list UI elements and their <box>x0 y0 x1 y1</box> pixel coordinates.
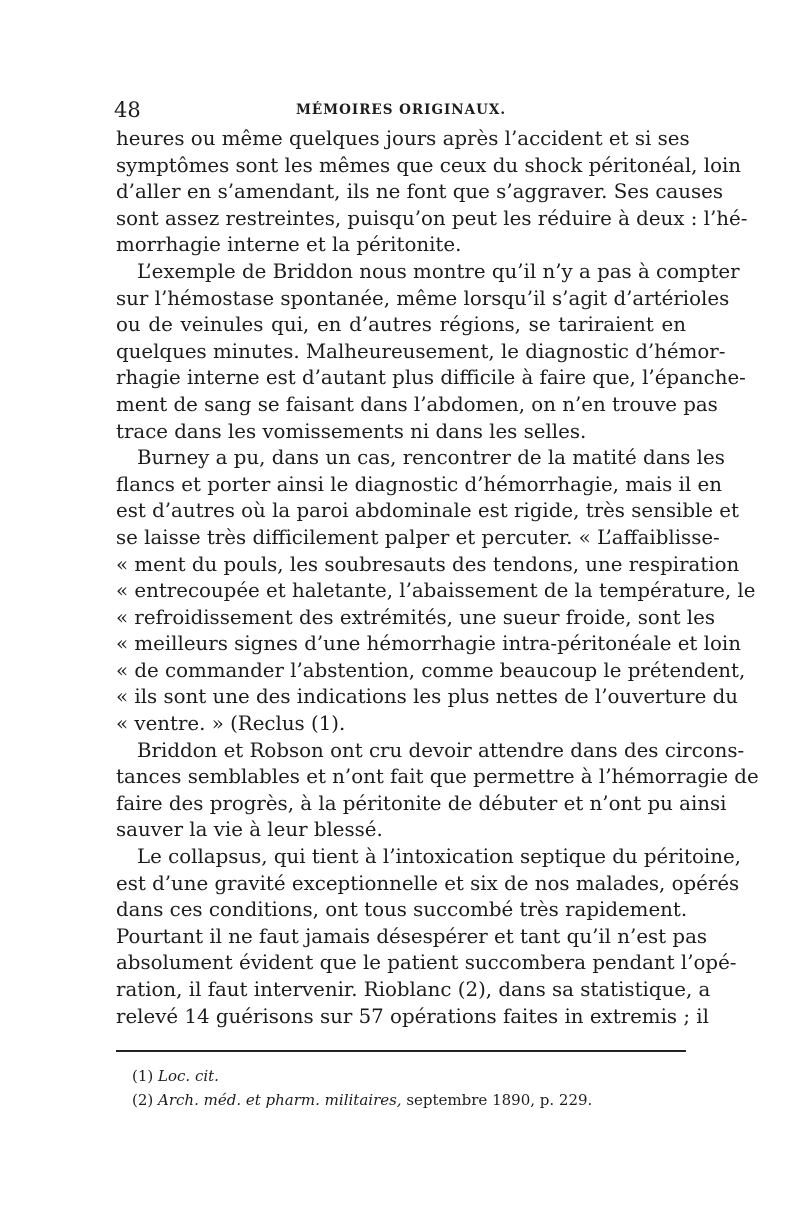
text-line: se laisse très difficilement palper et percuter. « L’affaiblisse- <box>116 525 720 549</box>
text-line: est d’autres où la paroi abdominale est rigide, très sensible et <box>116 499 739 523</box>
text-line: ment de sang se faisant dans l’abdomen, on n’en trouve pas <box>116 392 718 416</box>
text-line: heures ou même quelques jours après l’accident et si ses <box>116 127 690 150</box>
text-line: symptômes sont les mêmes que ceux du shock péritonéal, loin <box>116 153 742 177</box>
text-line: sauver la vie à leur blessé. <box>116 818 383 842</box>
text-line: Burney a pu, dans un cas, rencontrer de la matité dans les <box>137 446 725 470</box>
text-line: Briddon et Robson ont cru devoir attendre dans des circons- <box>137 738 745 762</box>
paragraph <box>116 126 748 259</box>
text-line: est d’une gravité exceptionnelle et six de nos malades, opérés <box>116 871 740 895</box>
text-line: absolument évident que le patient succombera pendant l’opé- <box>116 951 737 975</box>
text-line: morrhagie interne et la péritonite. <box>116 233 462 257</box>
footnote-1 <box>116 1064 686 1088</box>
text-line: L’exemple de Briddon nous montre qu’il n’y a pas à compter <box>137 259 740 283</box>
text-line: d’aller en s’amendant, ils ne font que s’aggraver. Ses causes <box>116 180 724 204</box>
text-line: « entrecoupée et haletante, l’abaissement de la température, le <box>116 579 756 603</box>
page-number: 48 <box>114 98 141 122</box>
footnote-2 <box>116 1088 686 1112</box>
paragraph <box>116 738 759 844</box>
text-line: « ment du pouls, les soubresauts des tendons, une respiration <box>116 552 740 576</box>
paragraph <box>116 445 756 738</box>
text-line: ration, il faut intervenir. Rioblanc (2), dans sa statistique, a <box>116 978 711 1001</box>
running-title: MÉMOIRES ORIGINAUX. <box>295 102 507 118</box>
text-line: sont assez restreintes, puisqu’on peut les réduire à deux : l’hé- <box>116 206 748 230</box>
text-line: faire des progrès, à la péritonite de débuter et n’ont pu ainsi <box>116 791 727 815</box>
footnote-text: septembre 1890, p. 229. <box>401 1091 593 1110</box>
footnote-marker: (1) <box>132 1067 154 1086</box>
footnotes <box>116 1064 686 1112</box>
text-line: relevé 14 guérisons sur 57 opérations faites in extremis ; il <box>116 1004 709 1028</box>
text-line: Le collapsus, qui tient à l’intoxication septique du péritoine, <box>137 845 741 869</box>
text-line: trace dans les vomissements ni dans les selles. <box>116 419 587 443</box>
paragraph <box>116 844 741 1030</box>
text-line: dans ces conditions, ont tous succombé très rapidement. <box>116 898 688 922</box>
running-head <box>116 96 686 126</box>
paragraph <box>116 259 746 445</box>
text-line: ou de veinules qui, en d’autres régions, se tariraient en <box>116 313 686 337</box>
footnote-marker: (2) <box>132 1091 154 1110</box>
footnote-rule <box>116 1050 686 1052</box>
text-line: rhagie interne est d’autant plus difficile à faire que, l’épanche- <box>116 366 746 390</box>
body-text <box>116 126 759 1030</box>
footnote-reference: Arch. méd. et pharm. militaires, <box>158 1091 402 1110</box>
text-line: flancs et porter ainsi le diagnostic d’hémorrhagie, mais il en <box>116 472 722 496</box>
text-line: sur l’hémostase spontanée, même lorsqu’il s’agit d’artérioles <box>116 286 730 310</box>
text-line: « ventre. » (Reclus (1). <box>116 712 346 736</box>
text-line: « refroidissement des extrémités, une sueur froide, sont les <box>116 605 715 629</box>
text-line: « de commander l’abstention, comme beaucoup le prétendent, <box>116 658 746 682</box>
text-line: « ils sont une des indications les plus nettes de l’ouverture du <box>116 685 739 709</box>
text-line: quelques minutes. Malheureusement, le diagnostic d’hémor- <box>116 339 726 363</box>
text-line: Pourtant il ne faut jamais désespérer et tant qu’il n’est pas <box>116 924 708 948</box>
footnote-reference: Loc. cit. <box>158 1067 219 1086</box>
book-page <box>114 96 759 1112</box>
text-line: « meilleurs signes d’une hémorrhagie intra-péritonéale et loin <box>116 632 741 656</box>
text-line: tances semblables et n’ont fait que permettre à l’hémorragie de <box>116 765 759 789</box>
